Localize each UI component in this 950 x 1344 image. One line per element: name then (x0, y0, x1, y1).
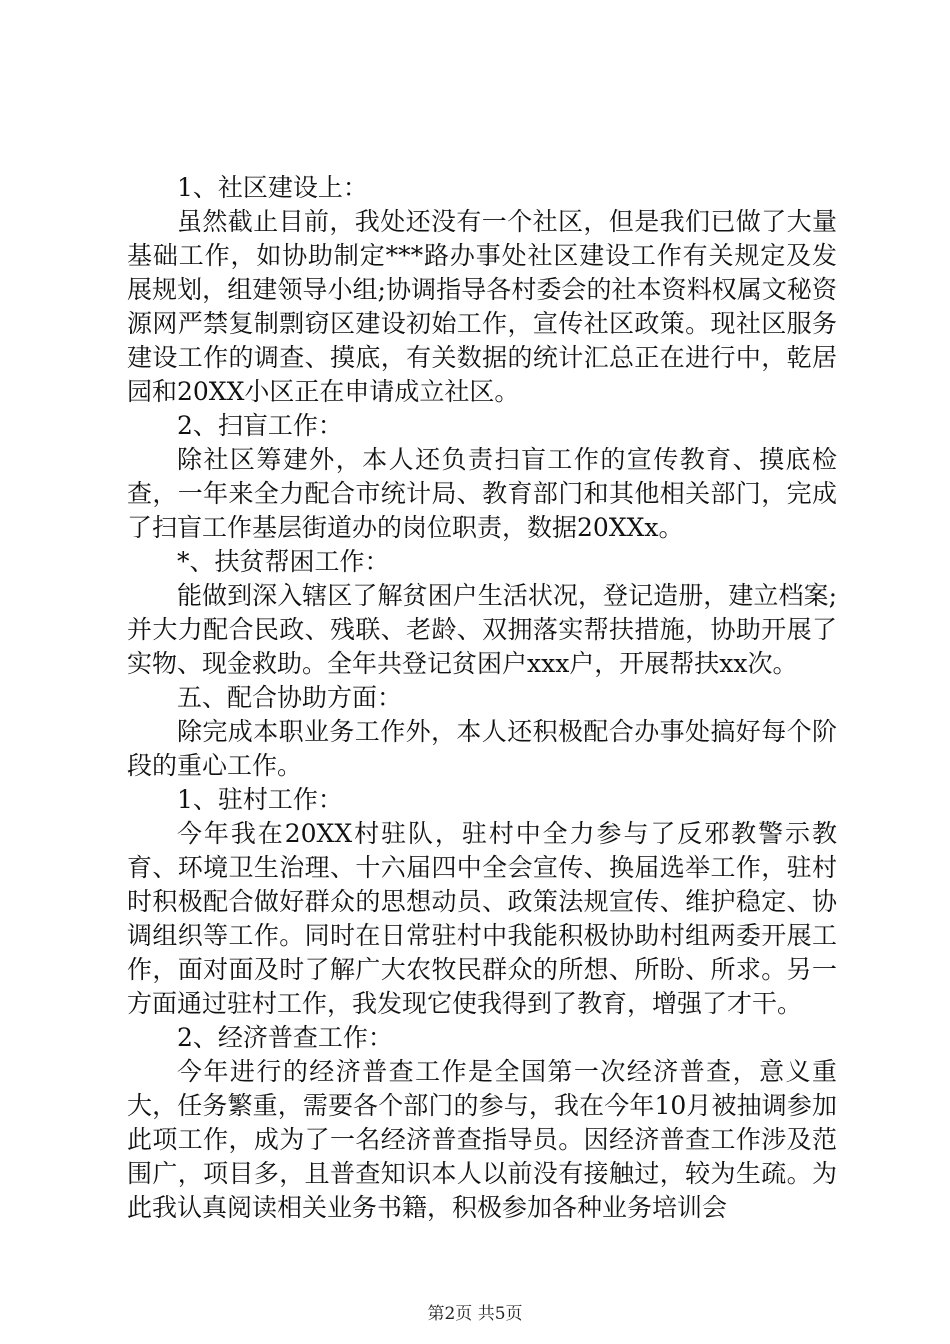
section-heading: 2、经济普查工作： (177, 1023, 393, 1052)
body-paragraph: 除完成本职业务工作外，本人还积极配合办事处搞好每个阶段的重心工作。 (127, 717, 837, 780)
body-paragraph: 能做到深入辖区了解贫困户生活状况，登记造册，建立档案;并大力配合民政、残联、老龄、双拥落实帮扶措施，协助开展了实物、现金救助。全年共登记贫困户xxx户，开展帮扶xx次。 (127, 581, 837, 678)
section-heading: 1、社区建设上： (177, 173, 368, 202)
section-heading: 1、驻村工作： (177, 785, 343, 814)
section-heading: 2、扫盲工作： (177, 411, 343, 440)
body-paragraph: 虽然截止目前，我处还没有一个社区，但是我们已做了大量基础工作，如协助制定***路办事处社区建设工作有关规定及发展规划，组建领导小组;协调指导各村委会的社本资料权属文秘资源网严禁复制剽窃区建设初始工作，宣传社区政策。现社区服务建设工作的调查、摸底，有关数据的统计汇总正在进行中，乾居园和20XX小区正在申请成立社区。 (127, 207, 837, 406)
body-paragraph: 除社区筹建外，本人还负责扫盲工作的宣传教育、摸底检查，一年来全力配合市统计局、教育部门和其他相关部门，完成了扫盲工作基层街道办的岗位职责，数据20XXx。 (127, 445, 837, 542)
section-heading: 五、配合协助方面： (177, 683, 403, 712)
body-paragraph: 今年我在20XX村驻队，驻村中全力参与了反邪教警示教育、环境卫生治理、十六届四中全会宣传、换届选举工作，驻村时积极配合做好群众的思想动员、政策法规宣传、维护稳定、协调组织等工作。同时在日常驻村中我能积极协助村组两委开展工作，面对面及时了解广大农牧民群众的所想、所盼、所求。另一方面通过驻村工作，我发现它使我得到了教育，增强了才干。 (127, 819, 837, 1018)
body-paragraph: 今年进行的经济普查工作是全国第一次经济普查，意义重大，任务繁重，需要各个部门的参与，我在今年10月被抽调参加此项工作，成为了一名经济普查指导员。因经济普查工作涉及范围广，项目多，且普查知识本人以前没有接触过，较为生疏。为此我认真阅读相关业务书籍，积极参加各种业务培训会 (127, 1057, 837, 1222)
document-body (127, 171, 837, 1225)
section-heading: *、扶贫帮困工作： (177, 547, 390, 576)
page-number: 第2页 共5页 (427, 1304, 523, 1324)
